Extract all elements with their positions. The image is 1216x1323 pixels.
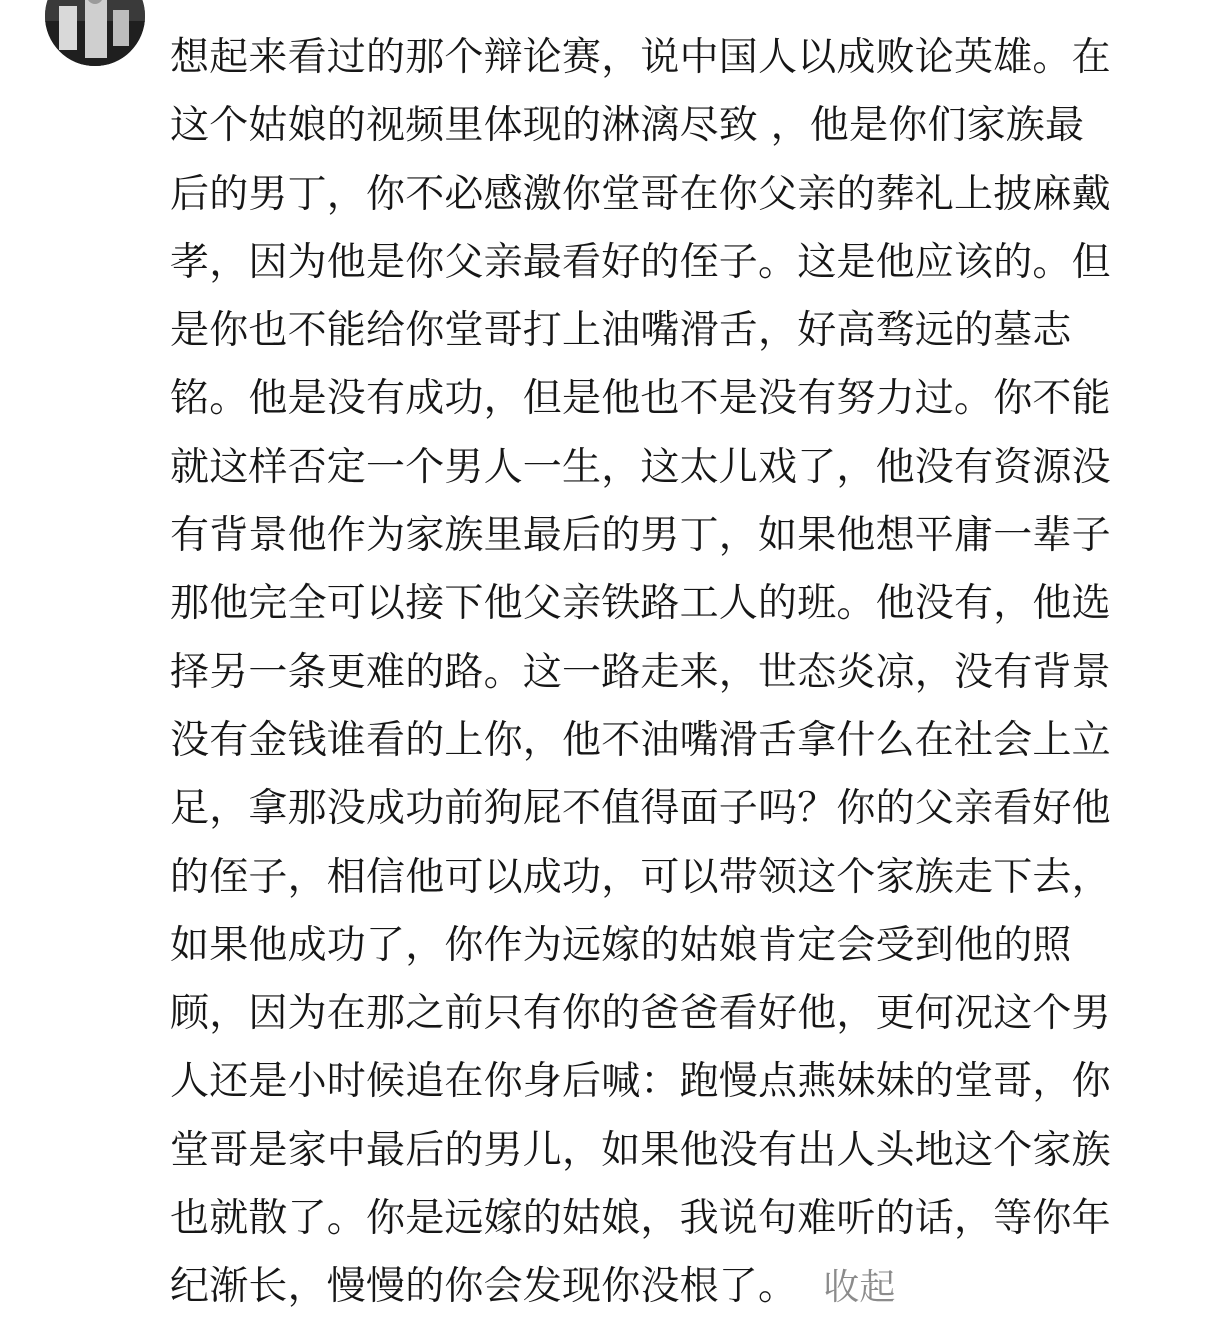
username-fragment	[174, 0, 214, 6]
comment-line: 人还是小时候追在你身后喊：跑慢点燕妹妹的堂哥，你	[170, 1059, 1111, 1105]
comment-line: 这个姑娘的视频里体现的淋漓尽致 ，他是你们家族最	[170, 103, 1085, 149]
comment-last-line	[170, 1253, 1170, 1321]
user-avatar[interactable]	[45, 0, 145, 66]
comment-line: 那他完全可以接下他父亲铁路工人的班。他没有，他选	[170, 581, 1111, 627]
avatar-photo-icon	[45, 0, 145, 66]
comment-line: 孝，因为他是你父亲最看好的侄子。这是他应该的。但	[170, 239, 1111, 285]
comment-line: 的侄子，相信他可以成功，可以带领这个家族走下去，	[170, 854, 1111, 900]
comment-line: 足，拿那没成功前狗屁不值得面子吗？你的父亲看好他	[170, 786, 1111, 832]
comment-line: 也就散了。你是远嫁的姑娘，我说句难听的话，等你年	[170, 1196, 1111, 1242]
comment-line: 想起来看过的那个辩论赛，说中国人以成败论英雄。在	[170, 35, 1111, 80]
comment-line: 如果他成功了，你作为远嫁的姑娘肯定会受到他的照	[170, 922, 1072, 968]
comment-line: 择另一条更难的路。这一路走来，世态炎凉，没有背景	[170, 649, 1111, 695]
comment-line: 就这样否定一个男人一生，这太儿戏了，他没有资源没	[170, 444, 1111, 490]
comment-line: 没有金钱谁看的上你，他不油嘴滑舌拿什么在社会上立	[170, 717, 1111, 763]
comment-line: 有背景他作为家族里最后的男丁，如果他想平庸一辈子	[170, 513, 1111, 559]
comment-line: 铭。他是没有成功，但是他也不是没有努力过。你不能	[170, 376, 1111, 422]
comment-line: 是你也不能给你堂哥打上油嘴滑舌，好高骛远的墓志	[170, 308, 1072, 354]
comment-line: 顾，因为在那之前只有你的爸爸看好他，更何况这个男	[170, 991, 1111, 1037]
comment-line: 后的男丁，你不必感激你堂哥在你父亲的葬礼上披麻戴	[170, 171, 1111, 217]
comment-text	[170, 24, 1170, 1322]
comment-line-text: 纪渐长，慢慢的你会发现你没根了。	[170, 1264, 798, 1310]
collapse-button[interactable]: 收起	[823, 1267, 896, 1309]
comment-line: 堂哥是家中最后的男儿，如果他没有出人头地这个家族	[170, 1127, 1111, 1173]
